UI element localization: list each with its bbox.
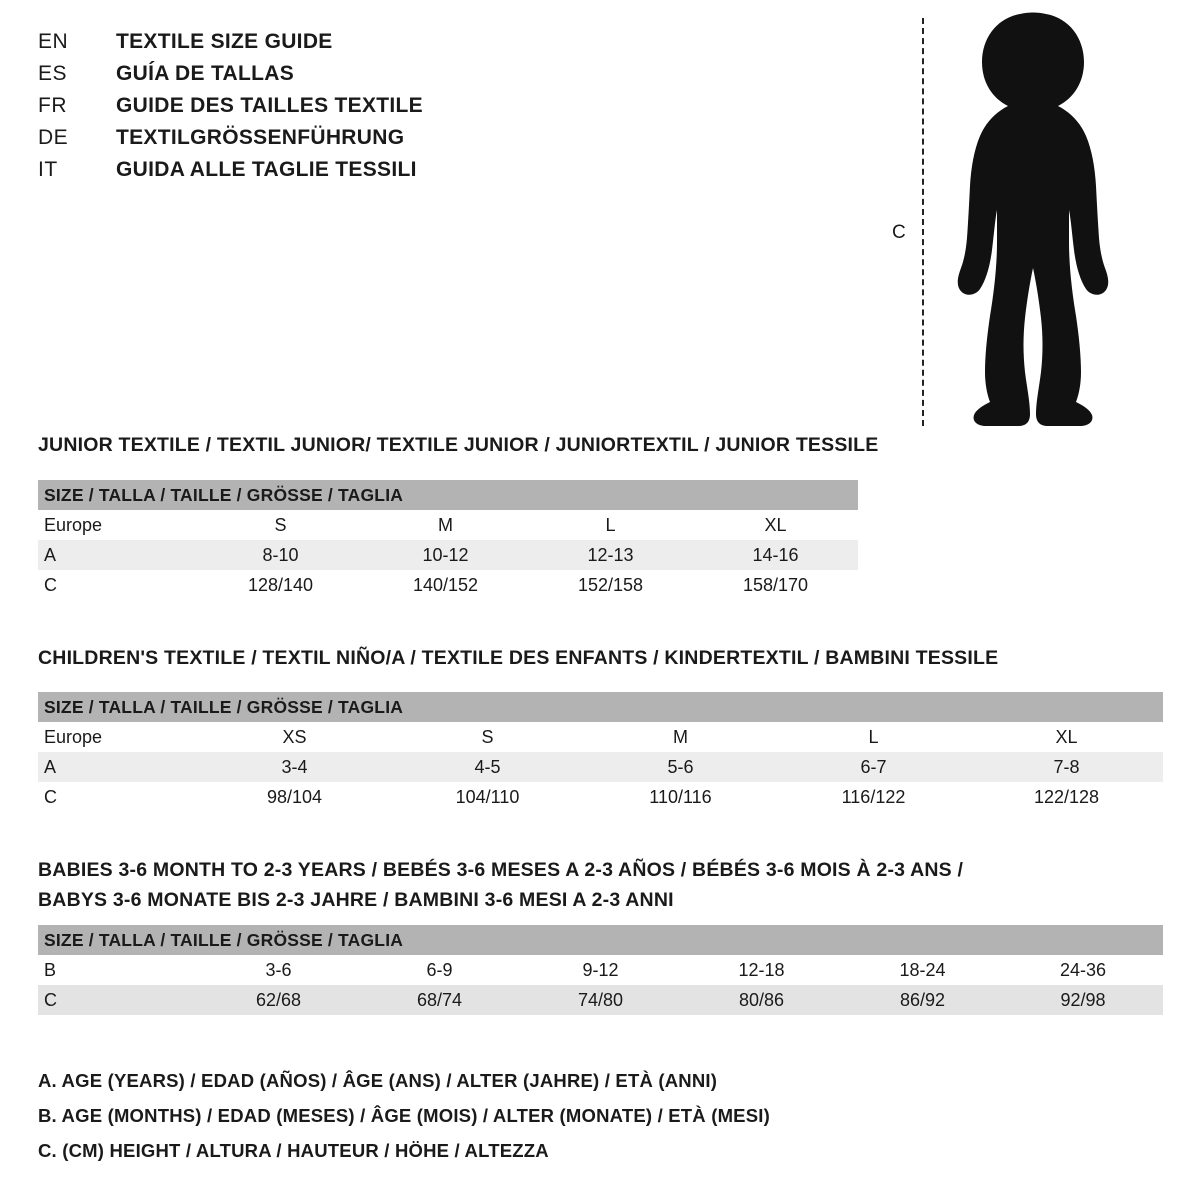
cell: 6-7	[777, 752, 970, 782]
table-row	[38, 722, 1163, 752]
cell: S	[391, 722, 584, 752]
language-code: FR	[38, 94, 67, 117]
cell: 7-8	[970, 752, 1163, 782]
cell: 74/80	[520, 985, 681, 1015]
cell: 98/104	[198, 782, 391, 812]
cell: 80/86	[681, 985, 842, 1015]
cell: 9-12	[520, 955, 681, 985]
cell: 140/152	[363, 570, 528, 600]
language-row	[38, 30, 598, 62]
height-dashed-line	[922, 18, 924, 426]
section-title-children: CHILDREN'S TEXTILE / TEXTIL NIÑO/A / TEXTILE DES ENFANTS / KINDERTEXTIL / BAMBINI TESSILE	[38, 647, 999, 669]
legend-line-c: C. (CM) HEIGHT / ALTURA / HAUTEUR / HÖHE / ALTEZZA	[38, 1140, 549, 1161]
table-band-row	[38, 925, 1163, 955]
cell: 10-12	[363, 540, 528, 570]
language-title: TEXTILE SIZE GUIDE	[116, 30, 333, 53]
cell: M	[363, 510, 528, 540]
language-title: GUIDE DES TAILLES TEXTILE	[116, 94, 423, 117]
language-row	[38, 94, 598, 126]
row-label: A	[38, 540, 198, 570]
babies-size-table	[38, 925, 1163, 1015]
language-code: DE	[38, 126, 69, 149]
table-row	[38, 570, 858, 600]
cell: XL	[970, 722, 1163, 752]
row-label: Europe	[38, 510, 198, 540]
table-row	[38, 782, 1163, 812]
band-label: SIZE / TALLA / TAILLE / GRÖSSE / TAGLIA	[38, 925, 1163, 955]
table-row	[38, 955, 1163, 985]
cell: 12-13	[528, 540, 693, 570]
cell: 3-4	[198, 752, 391, 782]
row-label: C	[38, 570, 198, 600]
height-figure	[892, 10, 1152, 430]
cell: 128/140	[198, 570, 363, 600]
section-title-babies-line2: BABYS 3-6 MONATE BIS 2-3 JAHRE / BAMBINI 3-6 MESI A 2-3 ANNI	[38, 889, 674, 911]
row-label: C	[38, 782, 198, 812]
table-row	[38, 510, 858, 540]
junior-size-table	[38, 480, 858, 600]
band-label: SIZE / TALLA / TAILLE / GRÖSSE / TAGLIA	[38, 692, 1163, 722]
cell: 62/68	[198, 985, 359, 1015]
table-band-row	[38, 480, 858, 510]
cell: 18-24	[842, 955, 1003, 985]
table-row	[38, 540, 858, 570]
table-row	[38, 752, 1163, 782]
cell: L	[777, 722, 970, 752]
cell: 6-9	[359, 955, 520, 985]
language-title: TEXTILGRÖSSENFÜHRUNG	[116, 126, 405, 149]
language-code: EN	[38, 30, 69, 53]
cell: 3-6	[198, 955, 359, 985]
cell: S	[198, 510, 363, 540]
cell: XS	[198, 722, 391, 752]
measure-label-c: C	[892, 222, 906, 243]
row-label: Europe	[38, 722, 198, 752]
language-title: GUÍA DE TALLAS	[116, 62, 295, 85]
language-code: ES	[38, 62, 68, 85]
child-silhouette-icon	[934, 10, 1144, 430]
cell: 86/92	[842, 985, 1003, 1015]
cell: 122/128	[970, 782, 1163, 812]
section-title-junior: JUNIOR TEXTILE / TEXTIL JUNIOR/ TEXTILE JUNIOR / JUNIORTEXTIL / JUNIOR TESSILE	[38, 434, 879, 456]
row-label: C	[38, 985, 198, 1015]
children-size-table	[38, 692, 1163, 812]
row-label: B	[38, 955, 198, 985]
cell: 92/98	[1003, 985, 1163, 1015]
table-band-row	[38, 692, 1163, 722]
cell: 4-5	[391, 752, 584, 782]
language-header	[38, 30, 598, 190]
language-row	[38, 62, 598, 94]
row-label: A	[38, 752, 198, 782]
language-row	[38, 158, 598, 190]
legend-line-a: A. AGE (YEARS) / EDAD (AÑOS) / ÂGE (ANS) / ALTER (JAHRE) / ETÀ (ANNI)	[38, 1070, 718, 1091]
cell: 8-10	[198, 540, 363, 570]
language-code: IT	[38, 158, 58, 181]
section-title-babies: BABIES 3-6 MONTH TO 2-3 YEARS / BEBÉS 3-6 MESES A 2-3 AÑOS / BÉBÉS 3-6 MOIS À 2-3 ANS /	[38, 859, 964, 881]
cell: 14-16	[693, 540, 858, 570]
cell: 104/110	[391, 782, 584, 812]
table-row	[38, 985, 1163, 1015]
cell: 5-6	[584, 752, 777, 782]
cell: L	[528, 510, 693, 540]
cell: XL	[693, 510, 858, 540]
legend-line-b: B. AGE (MONTHS) / EDAD (MESES) / ÂGE (MOIS) / ALTER (MONATE) / ETÀ (MESI)	[38, 1105, 770, 1126]
cell: 110/116	[584, 782, 777, 812]
cell: 12-18	[681, 955, 842, 985]
cell: 152/158	[528, 570, 693, 600]
cell: M	[584, 722, 777, 752]
cell: 24-36	[1003, 955, 1163, 985]
band-label: SIZE / TALLA / TAILLE / GRÖSSE / TAGLIA	[38, 480, 858, 510]
cell: 68/74	[359, 985, 520, 1015]
language-row	[38, 126, 598, 158]
language-title: GUIDA ALLE TAGLIE TESSILI	[116, 158, 417, 181]
cell: 116/122	[777, 782, 970, 812]
cell: 158/170	[693, 570, 858, 600]
